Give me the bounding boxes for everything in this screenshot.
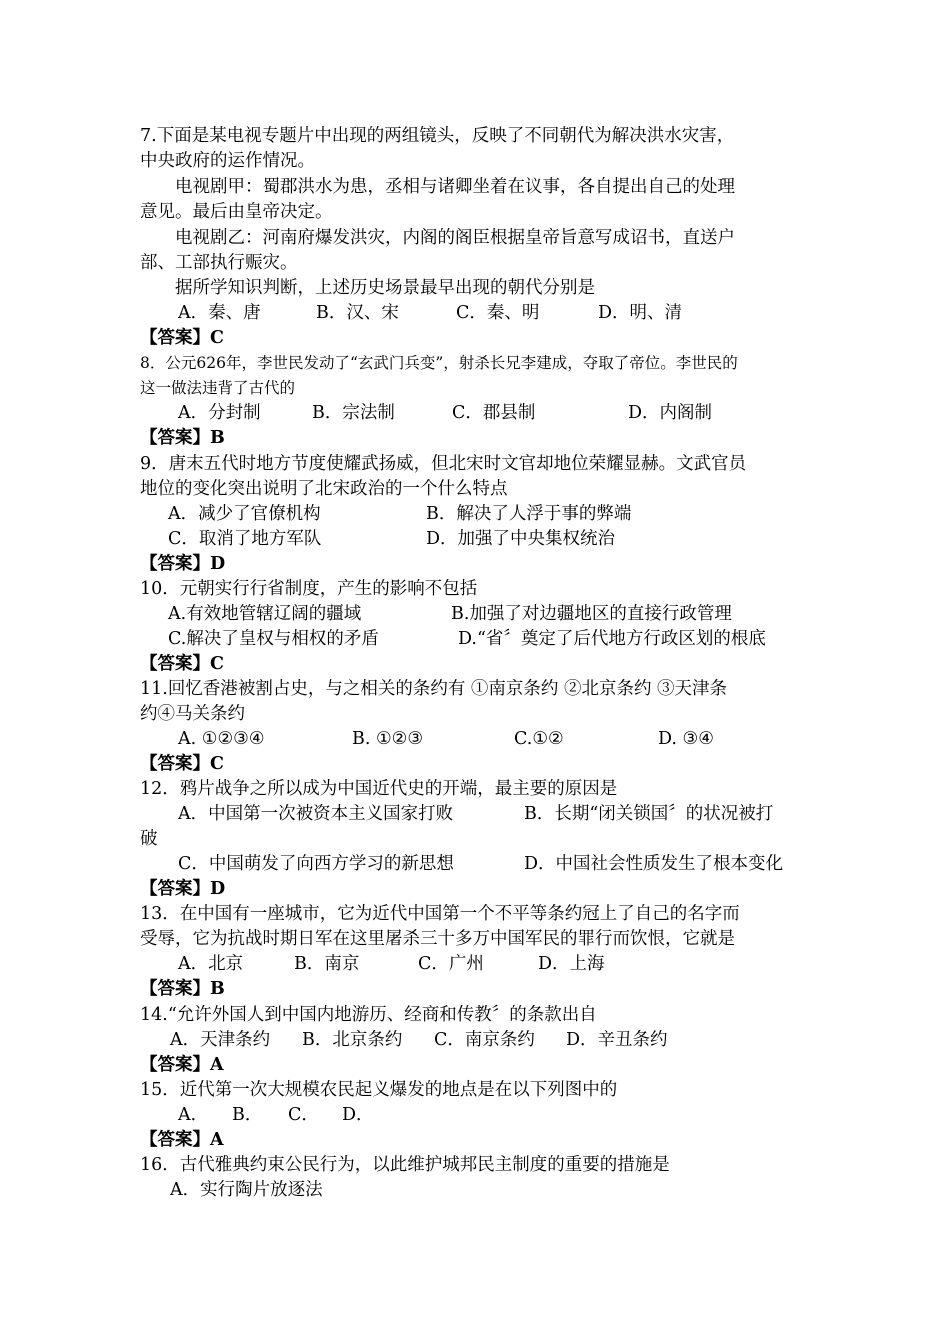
q14-option-b: B．北京条约: [302, 1030, 403, 1050]
q7-line-6: 部、工部执行赈灾。: [140, 253, 298, 273]
q15-option-c: C．: [288, 1105, 319, 1125]
q12-option-b: B．长期“闭关锁国〞的状况被打: [524, 804, 774, 824]
q13-answer: 【答案】B: [140, 979, 225, 999]
q15-answer: 【答案】A: [140, 1130, 224, 1150]
q13-option-d: D．上海: [538, 954, 605, 974]
q16-line-1: 16．古代雅典约束公民行为，以此维护城邦民主制度的重要的措施是: [140, 1155, 670, 1175]
q11-answer: 【答案】C: [140, 754, 224, 774]
q12-option-a: A．中国第一次被资本主义国家打败: [178, 804, 454, 824]
q11-line-1: 11.回忆香港被割占史，与之相关的条约有 ①南京条约 ②北京条约 ③天津条: [140, 679, 728, 699]
q12-line-1: 12．鸦片战争之所以成为中国近代史的开端，最主要的原因是: [140, 779, 618, 799]
q10-answer: 【答案】C: [140, 654, 224, 674]
q10-option-a: A.有效地管辖辽阔的疆域: [168, 604, 362, 624]
q10-option-d: D.“省〞奠定了后代地方行政区划的根底: [458, 629, 766, 649]
q8-option-d: D．内阁制: [628, 403, 713, 423]
q16-option-a: A．实行陶片放逐法: [170, 1180, 323, 1200]
q11-option-a: A. ①②③④: [178, 729, 265, 749]
q7-option-b: B．汉、宋: [316, 303, 399, 323]
q13-option-b: B．南京: [294, 954, 360, 974]
q13-option-a: A．北京: [178, 954, 244, 974]
q15-option-a: A．: [178, 1105, 209, 1125]
q11-line-2: 约④马关条约: [140, 704, 245, 724]
q9-option-a: A．减少了官僚机构: [168, 504, 321, 524]
q7-option-a: A．秦、唐: [178, 303, 261, 323]
q7-option-d: D．明、清: [598, 303, 683, 323]
q10-option-b: B.加强了对边疆地区的直接行政管理: [451, 604, 732, 624]
q9-answer: 【答案】D: [140, 554, 226, 574]
q9-line-1: 9．唐末五代时地方节度使耀武扬威，但北宋时文官却地位荣耀显赫。文武官员: [140, 454, 747, 474]
q14-option-d: D．辛丑条约: [566, 1030, 668, 1050]
q8-option-b: B．宗法制: [312, 403, 395, 423]
q9-line-2: 地位的变化突出说明了北宋政治的一个什么特点: [140, 479, 508, 499]
q7-line-1: 7.下面是某电视专题片中出现的两组镜头，反映了不同朝代为解决洪水灾害，: [140, 126, 735, 146]
q10-line-1: 10．元朝实行行省制度，产生的影响不包括: [140, 579, 478, 599]
q13-option-c: C．广州: [418, 954, 484, 974]
q7-option-c: C．秦、明: [456, 303, 540, 323]
q11-option-c: C.①②: [514, 729, 564, 749]
q8-option-a: A．分封制: [178, 403, 261, 423]
q13-line-1: 13．在中国有一座城市，它为近代中国第一个不平等条约冠上了自己的名字而: [140, 904, 740, 924]
q10-option-c: C.解决了皇权与相权的矛盾: [168, 629, 379, 649]
q14-option-c: C．南京条约: [434, 1030, 535, 1050]
q9-option-c: C．取消了地方军队: [168, 529, 322, 549]
q12-option-b-wrap: 破: [140, 829, 158, 849]
q14-answer: 【答案】A: [140, 1055, 224, 1075]
q8-line-1: 8．公元626年，李世民发动了“玄武门兵变”，射杀长兄李建成，夺取了帝位。李世民的: [140, 354, 738, 372]
q7-line-5: 电视剧乙：河南府爆发洪灾，内阁的阁臣根据皇帝旨意写成诏书，直送户: [140, 228, 735, 248]
q8-option-c: C．郡县制: [452, 403, 536, 423]
q15-line-1: 15．近代第一次大规模农民起义爆发的地点是在以下列图中的: [140, 1080, 618, 1100]
q7-answer: 【答案】C: [140, 328, 224, 348]
q8-answer: 【答案】B: [140, 428, 225, 448]
q15-option-d: D．: [342, 1105, 374, 1125]
q7-line-7: 据所学知识判断，上述历史场景最早出现的朝代分别是: [140, 278, 595, 298]
q9-option-d: D．加强了中央集权统治: [426, 529, 616, 549]
q7-line-2: 中央政府的运作情况。: [140, 151, 315, 171]
q12-option-c: C．中国萌发了向西方学习的新思想: [178, 854, 454, 874]
q7-line-3: 电视剧甲：蜀郡洪水为患，丞相与诸卿坐着在议事，各自提出自己的处理: [140, 177, 735, 197]
q15-option-b: B．: [232, 1105, 263, 1125]
q9-option-b: B．解决了人浮于事的弊端: [426, 504, 632, 524]
q14-option-a: A．天津条约: [170, 1030, 271, 1050]
q7-line-4: 意见。最后由皇帝决定。: [140, 202, 333, 222]
q12-option-d: D．中国社会性质发生了根本变化: [524, 854, 784, 874]
q13-line-2: 受辱，它为抗战时期日军在这里屠杀三十多万中国军民的罪行而饮恨，它就是: [140, 929, 735, 949]
q11-option-d: D. ③④: [658, 729, 714, 749]
q14-line-1: 14.“允许外国人到中国内地游历、经商和传教〞的条款出自: [140, 1005, 597, 1025]
q8-line-2: 这一做法违背了古代的: [140, 379, 296, 397]
q11-option-b: B. ①②③: [352, 729, 424, 749]
q12-answer: 【答案】D: [140, 879, 226, 899]
